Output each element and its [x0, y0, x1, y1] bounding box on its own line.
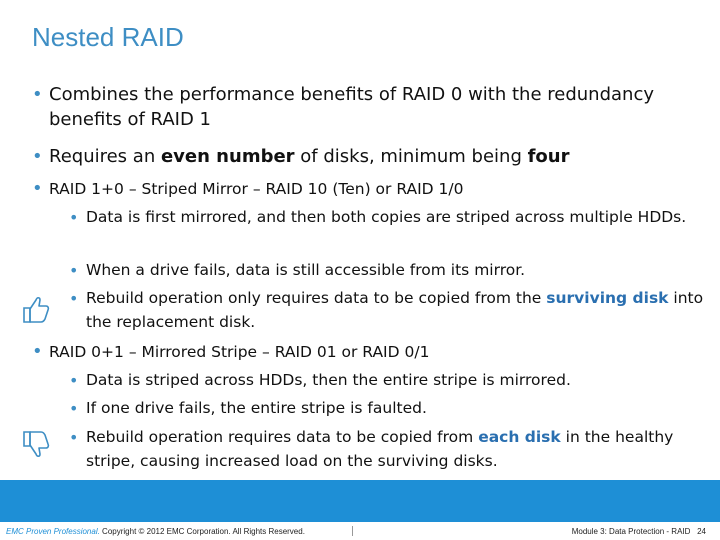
bullet-text: If one drive fails, the entire stripe is faulted.	[86, 399, 427, 417]
thumbs-up-icon	[20, 292, 50, 326]
thumbs-down-icon	[20, 428, 50, 462]
sub-bullet-mirrored	[69, 206, 704, 230]
page-number: 24	[697, 527, 706, 536]
bullet-performance	[32, 82, 669, 132]
bullet-text: Data is first mirrored, and then both copies are striped across multiple HDDs.	[86, 208, 687, 226]
bullet-dot	[69, 287, 78, 311]
sub-bullet-stripe-faulted	[69, 397, 704, 421]
bullet-text: Rebuild operation requires data to be copied from	[86, 428, 479, 446]
bullet-text: into the replacement disk.	[86, 289, 704, 331]
footer-divider	[352, 526, 353, 536]
slide-title: Nested RAID	[32, 22, 184, 52]
bullet-dot	[32, 144, 43, 169]
bullet-text: RAID 1+0 – Striped Mirror – RAID 10 (Ten) or RAID 1/0	[49, 180, 464, 198]
footer-module: Module 3: Data Protection - RAID	[571, 527, 691, 536]
highlight-text: surviving disk	[546, 289, 669, 307]
bullet-dot	[32, 341, 43, 363]
footer-copyright	[6, 527, 305, 536]
bullet-text: RAID 0+1 – Mirrored Stripe – RAID 01 or RAID 0/1	[49, 343, 430, 361]
bullet-dot	[69, 369, 78, 393]
bullet-dot	[69, 259, 78, 283]
bullet-bold-text: four	[527, 146, 570, 167]
bullet-raid-10	[32, 178, 669, 200]
sub-bullet-striped	[69, 369, 704, 393]
bullet-text: Combines the performance benefits of RAID 0 with the redundancy benefits of RAID 1	[49, 84, 654, 130]
bullet-text: Rebuild operation only requires data to be copied from the	[86, 289, 547, 307]
footer	[0, 522, 720, 540]
sub-bullet-rebuild-10	[69, 287, 704, 334]
sub-bullet-rebuild-01	[69, 426, 704, 473]
bullet-raid-01	[32, 341, 669, 363]
bullet-text: When a drive fails, data is still accessible from its mirror.	[86, 261, 526, 279]
bullet-dot	[69, 206, 78, 230]
bullet-dot	[32, 82, 43, 107]
footer-copyright-text: Copyright © 2012 EMC Corporation. All Rights Reserved.	[99, 527, 305, 536]
bullet-bold-text: even number	[160, 146, 295, 167]
bullet-text: Data is striped across HDDs, then the entire stripe is mirrored.	[86, 371, 571, 389]
bullet-text: of disks, minimum being	[294, 146, 528, 167]
highlight-text: each disk	[478, 428, 561, 446]
footer-bar	[0, 480, 720, 522]
sub-bullet-drive-fails	[69, 259, 704, 283]
bullet-text: in the healthy stripe, causing increased load on the surviving disks.	[86, 428, 674, 470]
bullet-dot	[69, 397, 78, 421]
bullet-dot	[69, 426, 78, 450]
bullet-text: Requires an	[49, 146, 161, 167]
footer-brand: EMC Proven Professional.	[6, 527, 100, 536]
footer-module-info	[572, 527, 706, 536]
bullet-dot	[32, 178, 43, 200]
bullet-disk-count	[32, 144, 669, 169]
